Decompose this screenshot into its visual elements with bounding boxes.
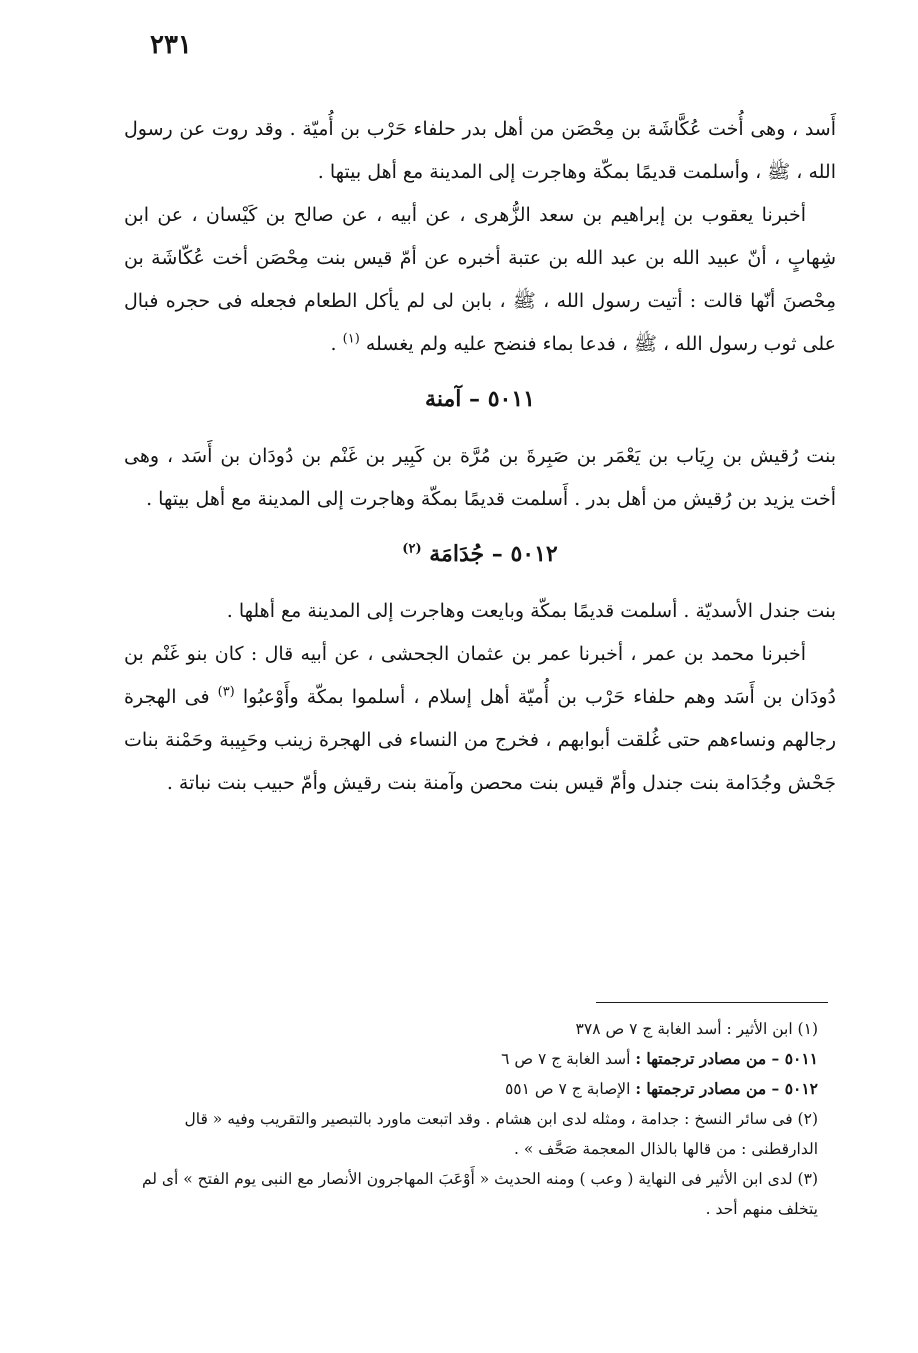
footnote-sources-5012-label: ٥٠١٢ – من مصادر ترجمتها : (635, 1079, 818, 1098)
paragraph-hadith (124, 194, 836, 366)
paragraph-hadith-end: . (330, 333, 343, 355)
footnote-sources-5011 (124, 1044, 836, 1074)
paragraph-hijra (124, 633, 836, 805)
paragraph-asad: أَسد ، وهى أُخت عُكَّاشَة بن مِحْصَن من أهل بدر حلفاء حَرْب بن أُميّة . وقد روت عن رسول الله ، ﷺ ، وأسلمت قديمًا بمكّة وهاجرت إلى المدينة مع أهل بيتها . (124, 118, 836, 183)
footnote-2: (٢) فى سائر النسخ : جدامة ، ومثله لدى ابن هشام . وقد اتبعت ماورد بالتبصير والتقريب وفيه « قال الدارقطنى : من قالها بالذال المعجمة صَحَّف » . (184, 1110, 818, 1158)
paragraph-judama: بنت جندل الأسديّة . أسلمت قديمًا بمكّة وبايعت وهاجرت إلى المدينة مع أهلها . (226, 600, 836, 622)
paragraph-hijra-b: فى الهجرة رجالهم ونساءهم حتى غُلقت أبوابهم ، فخرج من النساء فى الهجرة زينب وحَبِيبة وحَمْنة بنات جَحْش وجُدَامة بنت جندل وأمّ قيس بنت محصن وآمنة بنت رقيش وأمّ حبيب بنت نباتة . (124, 686, 836, 794)
heading-amina: ٥٠١١ – آمنة (425, 386, 535, 412)
heading-judama (124, 533, 836, 576)
page-number: ٢٣١ (150, 30, 192, 60)
footnote-ref-2: (٢) (402, 541, 422, 557)
footnote-divider (596, 1002, 828, 1003)
footnote-ref-1: (١) (342, 331, 360, 347)
footnote-3: (٣) لدى ابن الأثير فى النهاية ( وعب ) ومنه الحديث « أَوْعَبَ المهاجرون الأنصار مع النبى يوم الفتح » أى لم يتخلف منهم أحد . (141, 1170, 818, 1218)
footnote-1: (١) ابن الأثير : أسد الغابة ج ٧ ص ٣٧٨ (575, 1020, 818, 1038)
footnotes (124, 1014, 836, 1224)
paragraph-hadith-text: أخبرنا يعقوب بن إبراهيم بن سعد الزُّهرى ، عن أبيه ، عن صالح بن كَيْسان ، عن ابن شِهابٍ ، أنّ عبيد الله بن عبد الله بن عتبة أخبره عن أمّ قيس بنت مِحْصَن أخت عُكّاشَة بن مِحْصنَ أنّها قالت : أتيت رسول الله ، ﷺ ، بابن لى لم يأكل الطعام فجعله فى حجره فبال على ثوب رسول الله ، ﷺ ، فدعا بماء فنضح عليه ولم يغسله (124, 204, 836, 355)
paragraph-amina: بنت رُقيش بن رِيَاب بن يَعْمَر بن صَبِرةَ بن مُرَّة بن كَبِير بن غَنْم بن دُودَان بن أَسَد ، وهى أخت يزيد بن رُقيش من أهل بدر . أَسلمت قديمًا بمكّة وهاجرت إلى المدينة مع أهل بيتها . (124, 445, 836, 510)
paragraph-hijra-a: أخبرنا محمد بن عمر ، أخبرنا عمر بن عثمان الجحشى ، عن أبيه قال : كان بنو غَنْم بن دُودَان بن أَسَد وهم حلفاء حَرْب بن أُميّة أهل إسلام ، أسلموا بمكّة وأَوْعبُوا (124, 643, 837, 708)
heading-judama-text: ٥٠١٢ – جُدَامَة (429, 541, 558, 567)
footnote-sources-5011-text: أسد الغابة ج ٧ ص ٦ (501, 1050, 636, 1068)
footnote-ref-3: (٣) (217, 684, 235, 700)
footnote-sources-5012 (124, 1074, 836, 1104)
main-text (124, 108, 836, 805)
footnote-sources-5011-label: ٥٠١١ – من مصادر ترجمتها : (635, 1049, 818, 1068)
footnote-sources-5012-text: الإصابة ج ٧ ص ٥٥١ (504, 1080, 636, 1098)
